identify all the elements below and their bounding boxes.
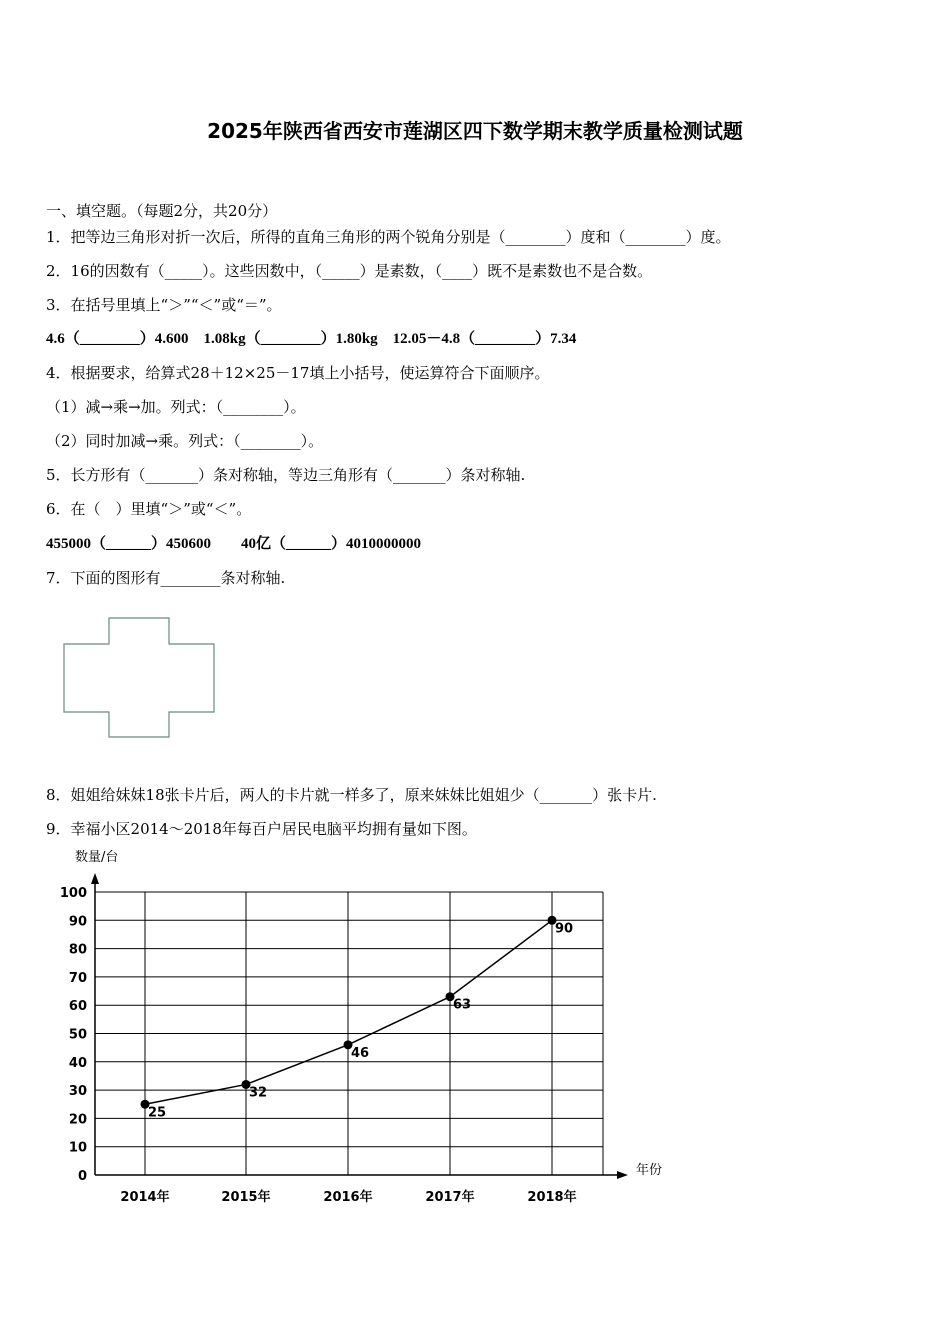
y-tick-label: 70	[68, 970, 87, 986]
y-tick-label: 90	[68, 914, 87, 930]
question-7: 7．下面的图形有________条对称轴.	[46, 569, 286, 587]
y-tick-label: 60	[68, 999, 87, 1015]
x-tick-label: 2014年	[120, 1190, 170, 1205]
question-4-part-1: （1）减→乘→加。列式：（________）。	[46, 398, 306, 416]
x-tick-label: 2015年	[221, 1190, 271, 1205]
question-3: 3．在括号里填上“＞”“＜”或“＝”。	[46, 296, 282, 314]
y-tick-label: 40	[68, 1055, 87, 1071]
question-1: 1．把等边三角形对折一次后，所得的直角三角形的两个锐角分别是（________）度和（________）度。	[46, 228, 731, 246]
y-tick-label: 0	[77, 1169, 87, 1184]
chart-y-label: 数量/台	[75, 850, 119, 865]
x-tick-label: 2016年	[323, 1190, 373, 1205]
question-4-part-2: （2）同时加减→乘。列式：（________）。	[46, 432, 324, 450]
page-title: 2025年陕西省西安市莲湖区四下数学期末教学质量检测试题	[207, 119, 743, 143]
section-heading: 一、填空题。（每题2分，共20分）	[46, 202, 278, 220]
question-9: 9．幸福小区2014～2018年每百户居民电脑平均拥有量如下图。	[46, 820, 477, 838]
x-tick-label: 2017年	[425, 1190, 475, 1205]
y-tick-label: 30	[68, 1084, 87, 1100]
question-3-items: 4.6（________）4.600 1.08kg（________）1.80kg 12.05－4.8（________）7.34	[46, 331, 577, 347]
data-label: 25	[148, 1105, 167, 1121]
y-tick-label: 10	[68, 1140, 87, 1156]
data-label: 32	[249, 1085, 268, 1101]
y-axis-arrow	[91, 873, 99, 884]
question-6-items: 455000（______）450600 40亿（______）4010000000	[46, 536, 422, 552]
y-tick-label: 20	[68, 1112, 87, 1128]
question-4: 4．根据要求，给算式28＋12×25－17填上小括号，使运算符合下面顺序。	[46, 364, 550, 382]
question-5: 5．长方形有（_______）条对称轴，等边三角形有（_______）条对称轴.	[46, 466, 526, 484]
data-label: 46	[351, 1045, 370, 1061]
question-8: 8．姐姐给妹妹18张卡片后，两人的卡片就一样多了，原来妹妹比姐姐少（_______）张卡片.	[46, 786, 657, 804]
data-label: 90	[555, 921, 574, 937]
question-6: 6．在（ ）里填“＞”或“＜”。	[46, 500, 252, 518]
chart-x-label: 年份	[636, 1163, 663, 1178]
x-tick-label: 2018年	[527, 1190, 577, 1205]
data-label: 63	[453, 997, 472, 1013]
y-tick-label: 50	[68, 1027, 87, 1043]
y-tick-label: 100	[59, 886, 87, 901]
x-axis-arrow	[617, 1171, 628, 1179]
y-tick-label: 80	[68, 942, 87, 958]
question-2: 2．16的因数有（_____）。这些因数中，（_____）是素数，（____）既不是素数也不是合数。	[46, 262, 653, 280]
